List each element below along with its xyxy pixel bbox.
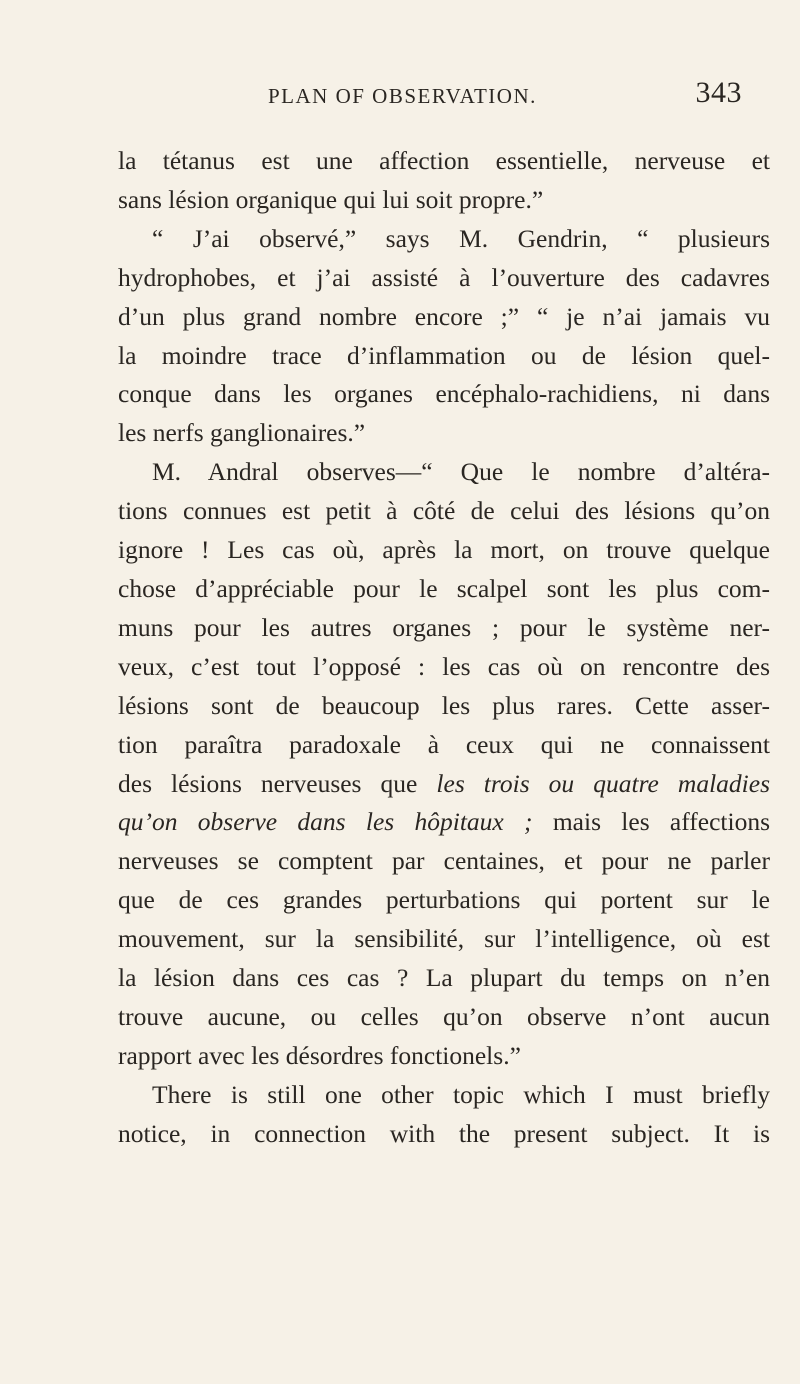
text-segment: tion paraîtra paradoxale à ceux qui ne connaissent [118, 729, 770, 759]
text-line [118, 375, 770, 414]
text-line [118, 531, 770, 570]
text-segment: chose d’appréciable pour le scalpel sont les plus com- [118, 573, 770, 603]
text-line [118, 1037, 770, 1076]
text-segment: muns pour les autres organes ; pour le système ner- [118, 612, 770, 642]
text-segment: la lésion dans ces cas ? La plupart du temps on n’en [118, 963, 770, 993]
text-line [118, 648, 770, 687]
text-line [118, 298, 770, 337]
text-segment: M. Andral observes—“ Que le nombre d’altéra- [152, 457, 770, 487]
text-segment: les nerfs ganglionaires.” [118, 418, 366, 448]
text-segment: trouve aucune, ou celles qu’on observe n’ont aucun [118, 1001, 770, 1031]
text-segment: rapport avec les désordres fonctionels.” [118, 1040, 521, 1070]
text-segment: mais les affections [532, 807, 770, 837]
italic-text: les trois ou quatre maladies [436, 768, 770, 798]
body-text [118, 142, 770, 1154]
text-line [118, 220, 770, 259]
text-line [118, 414, 770, 453]
text-segment: notice, in connection with the present subject. It is [118, 1118, 770, 1148]
text-segment: mouvement, sur la sensibilité, sur l’intelligence, où est [118, 924, 770, 954]
text-line [118, 726, 770, 765]
text-segment: tions connues est petit à côté de celui des lésions qu’on [118, 496, 770, 526]
text-line [118, 492, 770, 531]
text-segment: la moindre trace d’inflammation ou de lésion quel- [118, 340, 770, 370]
text-line [118, 181, 770, 220]
text-segment: lésions sont de beaucoup les plus rares. Cette asser- [118, 690, 770, 720]
text-line [118, 337, 770, 376]
text-segment: sans lésion organique qui lui soit propre.” [118, 184, 544, 214]
text-segment: hydrophobes, et j’ai assisté à l’ouverture des cadavres [118, 262, 770, 292]
text-segment: la tétanus est une affection essentielle, nerveuse et [118, 146, 770, 175]
text-line [118, 842, 770, 881]
text-line [118, 881, 770, 920]
text-line [118, 920, 770, 959]
text-segment: que de ces grandes perturbations qui portent sur le [118, 885, 770, 915]
text-segment: veux, c’est tout l’opposé : les cas où on rencontre des [118, 651, 770, 681]
text-line [118, 259, 770, 298]
text-line [118, 609, 770, 648]
text-line [118, 453, 770, 492]
text-segment: conque dans les organes encéphalo-rachidiens, ni dans [118, 379, 770, 409]
text-line [118, 803, 770, 842]
text-line [118, 687, 770, 726]
text-segment: nerveuses se comptent par centaines, et pour ne parler [118, 846, 770, 876]
text-segment: There is still one other topic which I must briefly [152, 1079, 770, 1109]
text-line [118, 959, 770, 998]
text-line [118, 142, 770, 181]
text-segment: “ J’ai observé,” says M. Gendrin, “ plusieurs [152, 223, 770, 253]
text-line [118, 1076, 770, 1115]
text-line [118, 1115, 770, 1154]
text-segment: ignore ! Les cas où, après la mort, on trouve quelque [118, 535, 770, 565]
text-segment: d’un plus grand nombre encore ;” “ je n’ai jamais vu [118, 301, 770, 331]
running-title: PLAN OF OBSERVATION. [268, 84, 537, 108]
text-line [118, 765, 770, 804]
text-segment: des lésions nerveuses que [118, 768, 437, 798]
italic-text: qu’on observe dans les hôpitaux ; [118, 807, 533, 837]
text-line [118, 998, 770, 1037]
text-line [118, 570, 770, 609]
page-number: 343 [695, 76, 742, 109]
